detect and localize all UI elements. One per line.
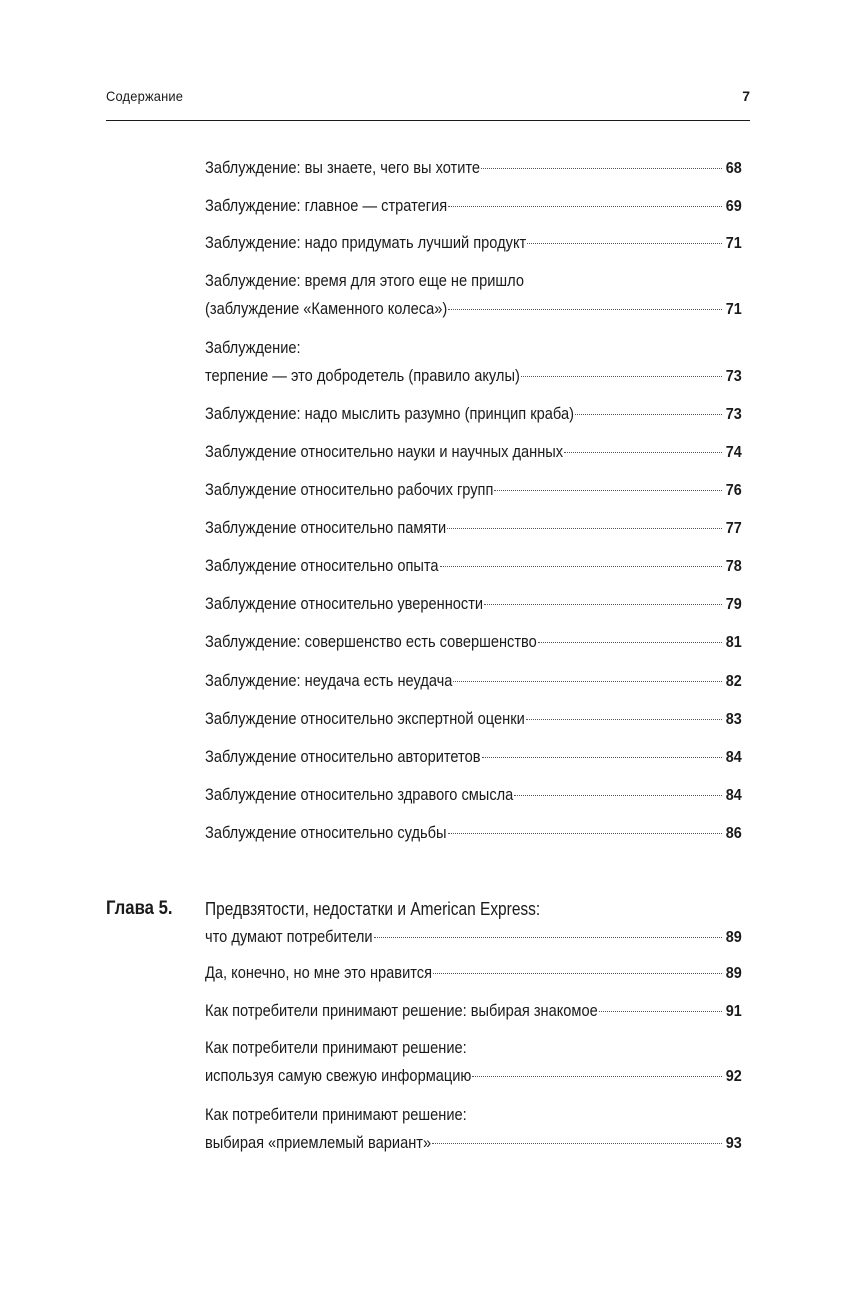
dot-leader [599,1011,723,1012]
toc-entry-title: Заблуждение: совершенство есть совершенство [205,632,537,651]
toc-page-number: 89 [725,965,742,982]
toc-entry-title: Заблуждение: неудача есть неудача [205,671,453,690]
toc-entry[interactable] [205,667,742,696]
toc-page-number: 73 [725,406,742,423]
toc-entry-title: Заблуждение относительно экспертной оценки [205,709,525,728]
dot-leader [538,642,722,643]
dot-leader [447,528,722,529]
toc-entry[interactable] [205,154,742,183]
dot-leader [564,452,722,453]
toc-page-number: 83 [725,711,742,728]
toc-entry[interactable] [205,1034,742,1091]
dot-leader [527,243,722,244]
toc-page-number: 71 [725,235,742,252]
dot-leader [448,309,722,310]
toc-entry[interactable] [205,267,742,324]
toc-entry-title: используя самую свежую информацию [205,1066,472,1085]
toc-entry[interactable] [205,959,742,988]
dot-leader [514,795,722,796]
toc-entry-title: Заблуждение: главное — стратегия [205,196,448,215]
dot-leader [440,566,723,567]
toc-entry[interactable] [205,819,742,848]
dot-leader [494,490,722,491]
toc-page-number: 69 [725,198,742,215]
toc-page-number: 84 [725,749,742,766]
dot-leader [481,168,722,169]
toc-entry[interactable] [205,590,742,619]
toc-entry-title-line: Как потребители принимают решение: [205,1038,467,1057]
toc-page-number: 79 [725,596,742,613]
toc-entry[interactable] [205,334,742,391]
toc-entry[interactable] [205,1101,742,1158]
toc-page-number: 82 [725,673,742,690]
toc-entry-title: Заблуждение относительно уверенности [205,594,484,613]
toc-entry-title-line: Как потребители принимают решение: [205,1105,467,1124]
toc-entry-title: выбирая «приемлемый вариант» [205,1133,432,1152]
dot-leader [472,1076,722,1077]
toc-page-number: 92 [725,1068,742,1085]
chapter-title-line: Предвзятости, недостатки и American Express: [205,899,541,919]
toc-entry-title: Заблуждение: надо придумать лучший продукт [205,233,527,252]
chapter-label: Глава 5. [106,898,173,919]
header-title: Содержание [106,88,184,104]
toc-entry-title: Заблуждение относительно рабочих групп [205,480,494,499]
toc-entry[interactable] [205,552,742,581]
toc-page-number: 84 [725,787,742,804]
toc-entry[interactable] [205,997,742,1026]
dot-leader [448,833,723,834]
chapter-title-entry[interactable] [205,895,742,952]
toc-page-number: 76 [725,482,742,499]
toc-entry-title: Заблуждение: надо мыслить разумно (принцип краба) [205,404,574,423]
toc-page-number: 93 [725,1135,742,1152]
toc-page-number: 77 [725,520,742,537]
toc-page-number: 73 [725,368,742,385]
toc-entry-title: Заблуждение относительно авторитетов [205,747,481,766]
dot-leader [484,604,722,605]
toc-entry[interactable] [205,192,742,221]
toc-entry-title: Заблуждение относительно опыта [205,556,439,575]
dot-leader [526,719,722,720]
running-header [106,86,750,121]
toc-page-number: 74 [725,444,742,461]
toc-entry-title: Заблуждение относительно судьбы [205,823,447,842]
toc-entry[interactable] [205,400,742,429]
toc-entry-title: Заблуждение относительно науки и научных данных [205,442,564,461]
toc-page-number: 91 [725,1003,742,1020]
toc-entry[interactable] [205,743,742,772]
toc-entry-title-line: Заблуждение: время для этого еще не пришло [205,271,524,290]
dot-leader [575,414,722,415]
dot-leader [432,1143,722,1144]
dot-leader [453,681,722,682]
toc-entry-title-line: Заблуждение: [205,338,301,357]
toc-entry[interactable] [205,705,742,734]
toc-entry-title: терпение — это добродетель (правило акулы) [205,366,520,385]
toc-entry[interactable] [205,229,742,258]
toc-page-number: 68 [725,160,742,177]
toc-entry-title: (заблуждение «Каменного колеса») [205,299,448,318]
dot-leader [448,206,722,207]
toc-entry-title: Заблуждение относительно здравого смысла [205,785,514,804]
toc-page-number: 78 [725,558,742,575]
toc-entry-title: Заблуждение относительно памяти [205,518,447,537]
toc-page-number: 81 [725,634,742,651]
toc-entry-title: Да, конечно, но мне это нравится [205,963,432,982]
chapter-title: что думают потребители [205,927,373,946]
toc-entry[interactable] [205,628,742,657]
toc-page-number: 86 [725,825,742,842]
dot-leader [521,376,722,377]
dot-leader [482,757,723,758]
toc-entry[interactable] [205,476,742,505]
dot-leader [433,973,722,974]
toc-page-number: 71 [725,301,742,318]
toc-entry-title: Заблуждение: вы знаете, чего вы хотите [205,158,481,177]
toc-entry-title: Как потребители принимают решение: выбирая знакомое [205,1001,598,1020]
toc-entry[interactable] [205,514,742,543]
dot-leader [374,937,723,938]
header-page-number: 7 [742,88,750,104]
toc-page-number: 89 [725,929,742,946]
toc-entry[interactable] [205,438,742,467]
toc-entry[interactable] [205,781,742,810]
